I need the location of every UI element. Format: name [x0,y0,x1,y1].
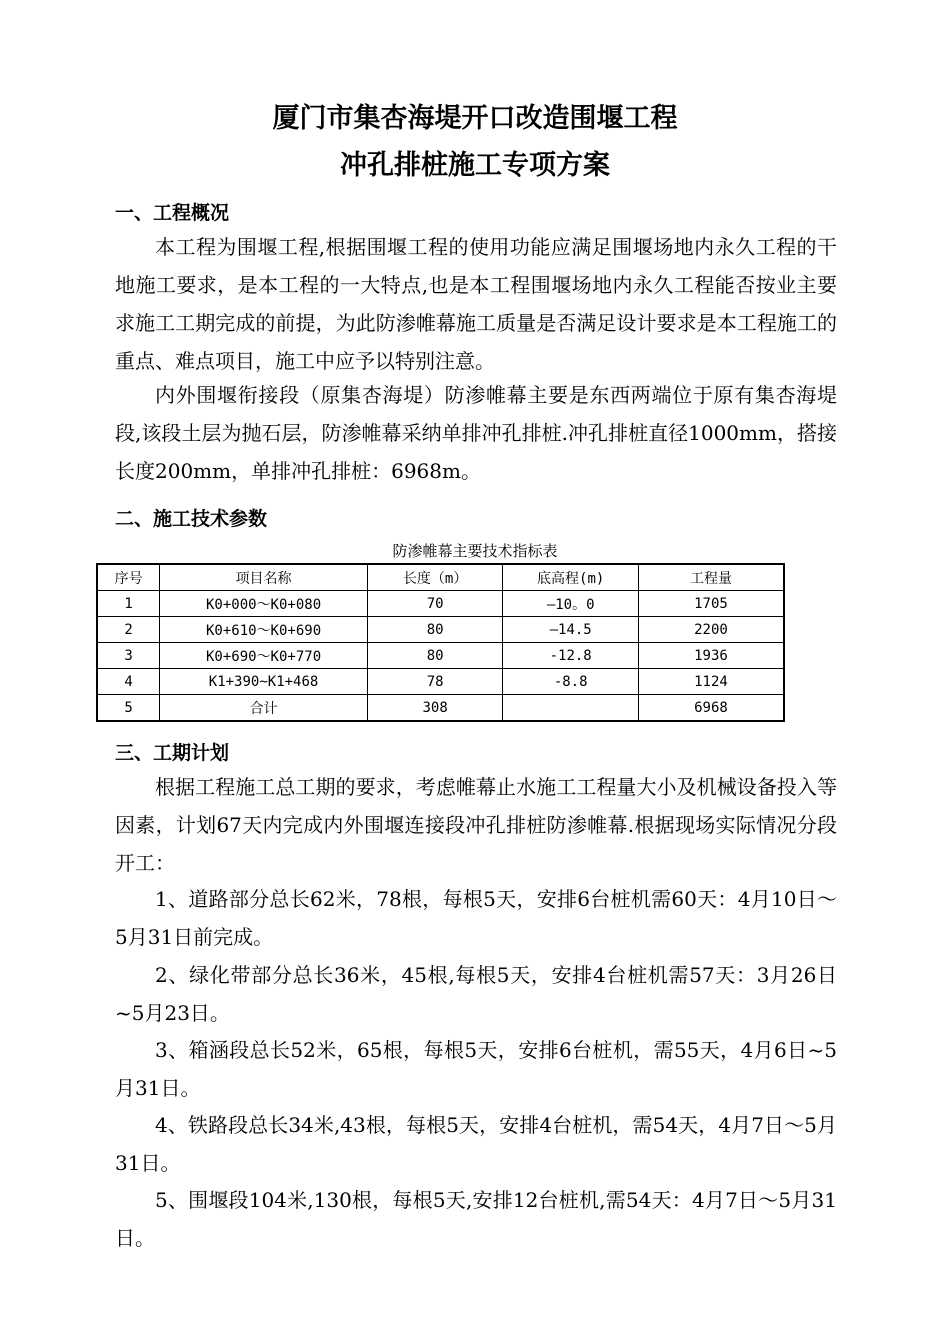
table-cell: —14.5 [503,617,639,643]
table-cell: 3 [97,643,160,669]
table-cell: 1124 [638,669,784,695]
table-cell: 78 [367,669,503,695]
table-cell [503,695,639,722]
table-row [97,669,784,695]
table-cell: 6968 [638,695,784,722]
table-cell: K0+690～K0+770 [160,643,368,669]
column-header: 项目名称 [160,564,368,591]
table-cell: 1705 [638,591,784,617]
schedule-item-3: 3、箱涵段总长52米，65根，每根5天，安排6台桩机，需55天，4月6日~5月31日。 [115,1038,837,1100]
table-caption: 防渗帷幕主要技术指标表 [392,542,558,560]
column-header: 工程量 [638,564,784,591]
table-cell: K1+390~K1+468 [160,669,368,695]
table-cell: 80 [367,617,503,643]
schedule-item-5: 5、围堰段104米,130根，每根5天,安排12台桩机,需54天：4月7日～5月31日。 [115,1188,837,1250]
schedule-item-4: 4、铁路段总长34米,43根，每根5天，安排4台桩机，需54天，4月7日～5月31日。 [115,1113,837,1175]
column-header: 序号 [97,564,160,591]
table-header-row [97,564,784,591]
table-row-total [97,695,784,722]
table-cell: 2200 [638,617,784,643]
document-title-line1: 厦门市集杏海堤开口改造围堰工程 [272,103,678,134]
section3-paragraph1: 根据工程施工总工期的要求，考虑帷幕止水施工工程量大小及机械设备投入等因素，计划67天内完成内外围堰连接段冲孔排桩防渗帷幕.根据现场实际情况分段开工： [115,775,837,875]
section1-heading: 一、工程概况 [115,202,230,224]
table-cell: 1 [97,591,160,617]
document-title-line2: 冲孔排桩施工专项方案 [340,150,610,181]
table-cell: 4 [97,669,160,695]
column-header: 底高程(m) [503,564,639,591]
table-cell: —10。0 [503,591,639,617]
table-cell: K0+000～K0+080 [160,591,368,617]
section2-heading: 二、施工技术参数 [115,508,268,530]
table-cell: 80 [367,643,503,669]
section1-paragraph1: 本工程为围堰工程,根据围堰工程的使用功能应满足围堰场地内永久工程的干地施工要求，是本工程的一大特点,也是本工程围堰场地内永久工程能否按业主要求施工工期完成的前提，为此防渗帷幕施工质量是否满足设计要求是本工程施工的重点、难点项目，施工中应予以特别注意。 [115,235,837,373]
table-cell: 1936 [638,643,784,669]
table-cell: 2 [97,617,160,643]
table-cell: -8.8 [503,669,639,695]
table-cell: 308 [367,695,503,722]
table-cell: -12.8 [503,643,639,669]
section3-heading: 三、工期计划 [115,742,230,764]
table-cell: K0+610～K0+690 [160,617,368,643]
table-row [97,617,784,643]
table-cell: 合计 [160,695,368,722]
schedule-item-1: 1、道路部分总长62米，78根，每根5天，安排6台桩机需60天：4月10日～5月31日前完成。 [115,887,837,949]
table-cell: 5 [97,695,160,722]
schedule-item-2: 2、绿化带部分总长36米，45根,每根5天，安排4台桩机需57天：3月26日~5月23日。 [115,963,837,1025]
table-cell: 70 [367,591,503,617]
technical-index-table [96,563,785,722]
column-header: 长度（m） [367,564,503,591]
section1-paragraph2: 内外围堰衔接段（原集杏海堤）防渗帷幕主要是东西两端位于原有集杏海堤段,该段土层为抛石层，防渗帷幕采纳单排冲孔排桩.冲孔排桩直径1000mm，搭接长度200mm，单排冲孔排桩：6968m。 [115,383,837,483]
table-row [97,643,784,669]
table-row [97,591,784,617]
